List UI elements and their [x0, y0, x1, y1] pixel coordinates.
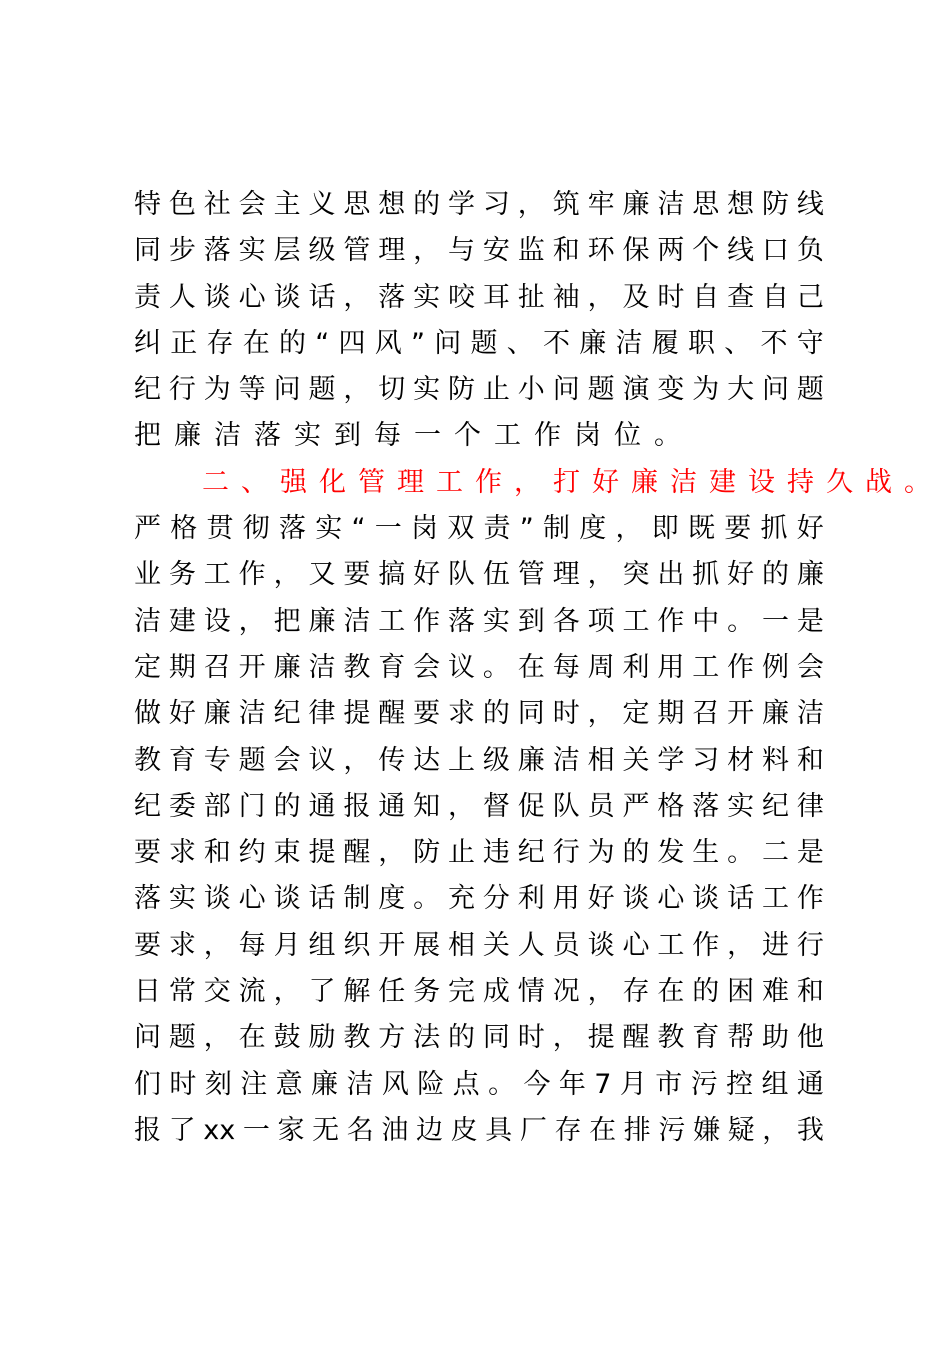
body-line-5: 纪 行 为 等 问 题 ， 切 实 防 止 小 问 题 演 变 为 大 问 题: [134, 374, 824, 406]
body-line-20: 们 时 刻 注 意 廉 洁 风 险 点 。 今 年 7 月 市 污 控 组 通: [134, 1068, 824, 1100]
body-line-21: 报 了 xx 一 家 无 名 油 边 皮 具 厂 存 在 排 污 嫌 疑 ， 我: [134, 1114, 824, 1146]
section-heading: 二、强化管理工作，打好廉洁建设持久战。: [202, 466, 943, 498]
body-line-19: 问 题 ， 在 鼓 励 教 方 法 的 同 时 ， 提 醒 教 育 帮 助 他: [134, 1022, 824, 1054]
body-line-8: 严 格 贯 彻 落 实 “ 一 岗 双 责 ” 制 度 ， 即 既 要 抓 好: [134, 513, 824, 545]
body-line-9: 业 务 工 作 ， 又 要 搞 好 队 伍 管 理 ， 突 出 抓 好 的 廉: [134, 559, 824, 591]
body-line-13: 教 育 专 题 会 议 ， 传 达 上 级 廉 洁 相 关 学 习 材 料 和: [134, 744, 824, 776]
body-line-11: 定 期 召 开 廉 洁 教 育 会 议 。 在 每 周 利 用 工 作 例 会: [134, 651, 824, 683]
document-body: [134, 182, 943, 1154]
body-line-17: 要 求 ， 每 月 组 织 开 展 相 关 人 员 谈 心 工 作 ， 进 行: [134, 929, 824, 961]
body-line-4: 纠 正 存 在 的 “ 四 风 ” 问 题 、 不 廉 洁 履 职 、 不 守: [134, 327, 824, 359]
body-line-15: 要 求 和 约 束 提 醒 ， 防 止 违 纪 行 为 的 发 生 。 二 是: [134, 837, 824, 869]
body-line-16: 落 实 谈 心 谈 话 制 度 。 充 分 利 用 好 谈 心 谈 话 工 作: [134, 883, 824, 915]
body-line-3: 责 人 谈 心 谈 话 ， 落 实 咬 耳 扯 袖 ， 及 时 自 查 自 己: [134, 281, 824, 313]
body-line-18: 日 常 交 流 ， 了 解 任 务 完 成 情 况 ， 存 在 的 困 难 和: [134, 976, 824, 1008]
body-line-12: 做 好 廉 洁 纪 律 提 醒 要 求 的 同 时 ， 定 期 召 开 廉 洁: [134, 698, 824, 730]
body-line-10: 洁 建 设 ， 把 廉 洁 工 作 落 实 到 各 项 工 作 中 。 一 是: [134, 605, 824, 637]
body-line-14: 纪 委 部 门 的 通 报 通 知 ， 督 促 队 员 严 格 落 实 纪 律: [134, 790, 824, 822]
body-line-2: 同 步 落 实 层 级 管 理 ， 与 安 监 和 环 保 两 个 线 口 负: [134, 235, 824, 267]
body-line-1: 特 色 社 会 主 义 思 想 的 学 习 ， 筑 牢 廉 洁 思 想 防 线: [134, 189, 824, 220]
body-line-6: 把 廉 洁 落 实 到 每 一 个 工 作 岗 位 。: [134, 420, 694, 452]
